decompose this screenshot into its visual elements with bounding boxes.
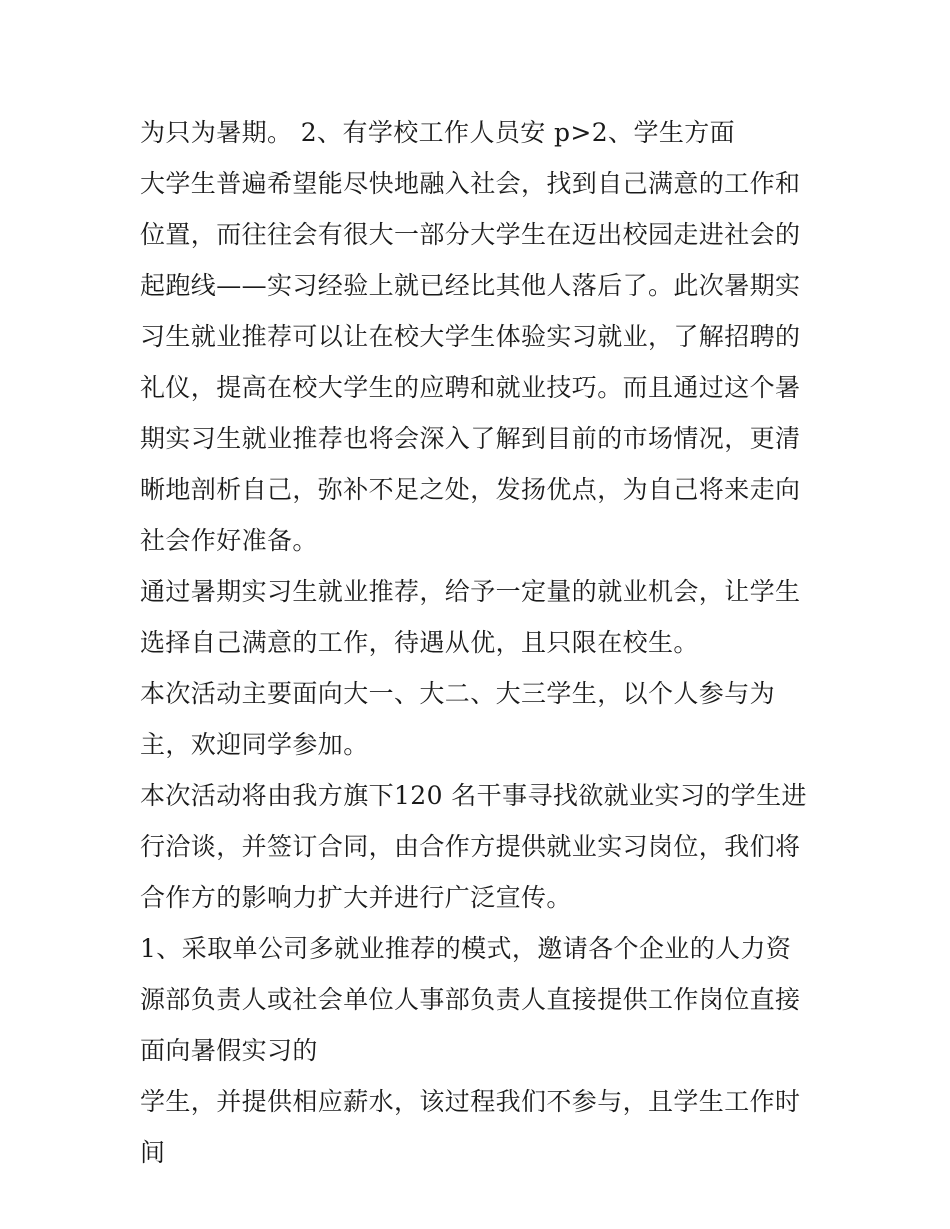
paragraph-intro: 为只为暑期。 2、有学校工作人员安 p>2、学生方面: [140, 118, 736, 147]
paragraph-opportunities: 通过暑期实习生就业推荐，给予一定量的就业机会，让学生选择自己满意的工作，待遇从优，且只限在校生。: [140, 577, 801, 657]
paragraph-recommendation-mode: 1、采取单公司多就业推荐的模式，邀请各个企业的人力资源部负责人或社会单位人事部负责人直接提供工作岗位直接面向暑假实习的: [140, 934, 801, 1065]
paragraph-salary: 学生，并提供相应薪水，该过程我们不参与，且学生工作时间: [140, 1087, 801, 1167]
paragraph-student-hopes: 大学生普遍希望能尽快地融入社会，找到自己满意的工作和位置，而往往会有很大一部分大学生在迈出校园走进社会的起跑线——实习经验上就已经比其他人落后了。此次暑期实习生就业推荐可以让在校大学生体验实习就业，了解招聘的礼仪，提高在校大学生的应聘和就业技巧。而且通过这个暑期实习生就业推荐也将会深入了解到目前的市场情况，更清晰地剖析自己，弥补不足之处，发扬优点，为自己将来走向社会作好准备。: [140, 169, 801, 555]
paragraph-staff-negotiation: 本次活动将由我方旗下120 名干事寻找欲就业实习的学生进行洽谈，并签订合同，由合作方提供就业实习岗位，我们将合作方的影响力扩大并进行广泛宣传。: [140, 781, 807, 912]
document-body: [140, 107, 816, 1178]
paragraph-target-audience: 本次活动主要面向大一、大二、大三学生，以个人参与为主，欢迎同学参加。: [140, 679, 776, 759]
